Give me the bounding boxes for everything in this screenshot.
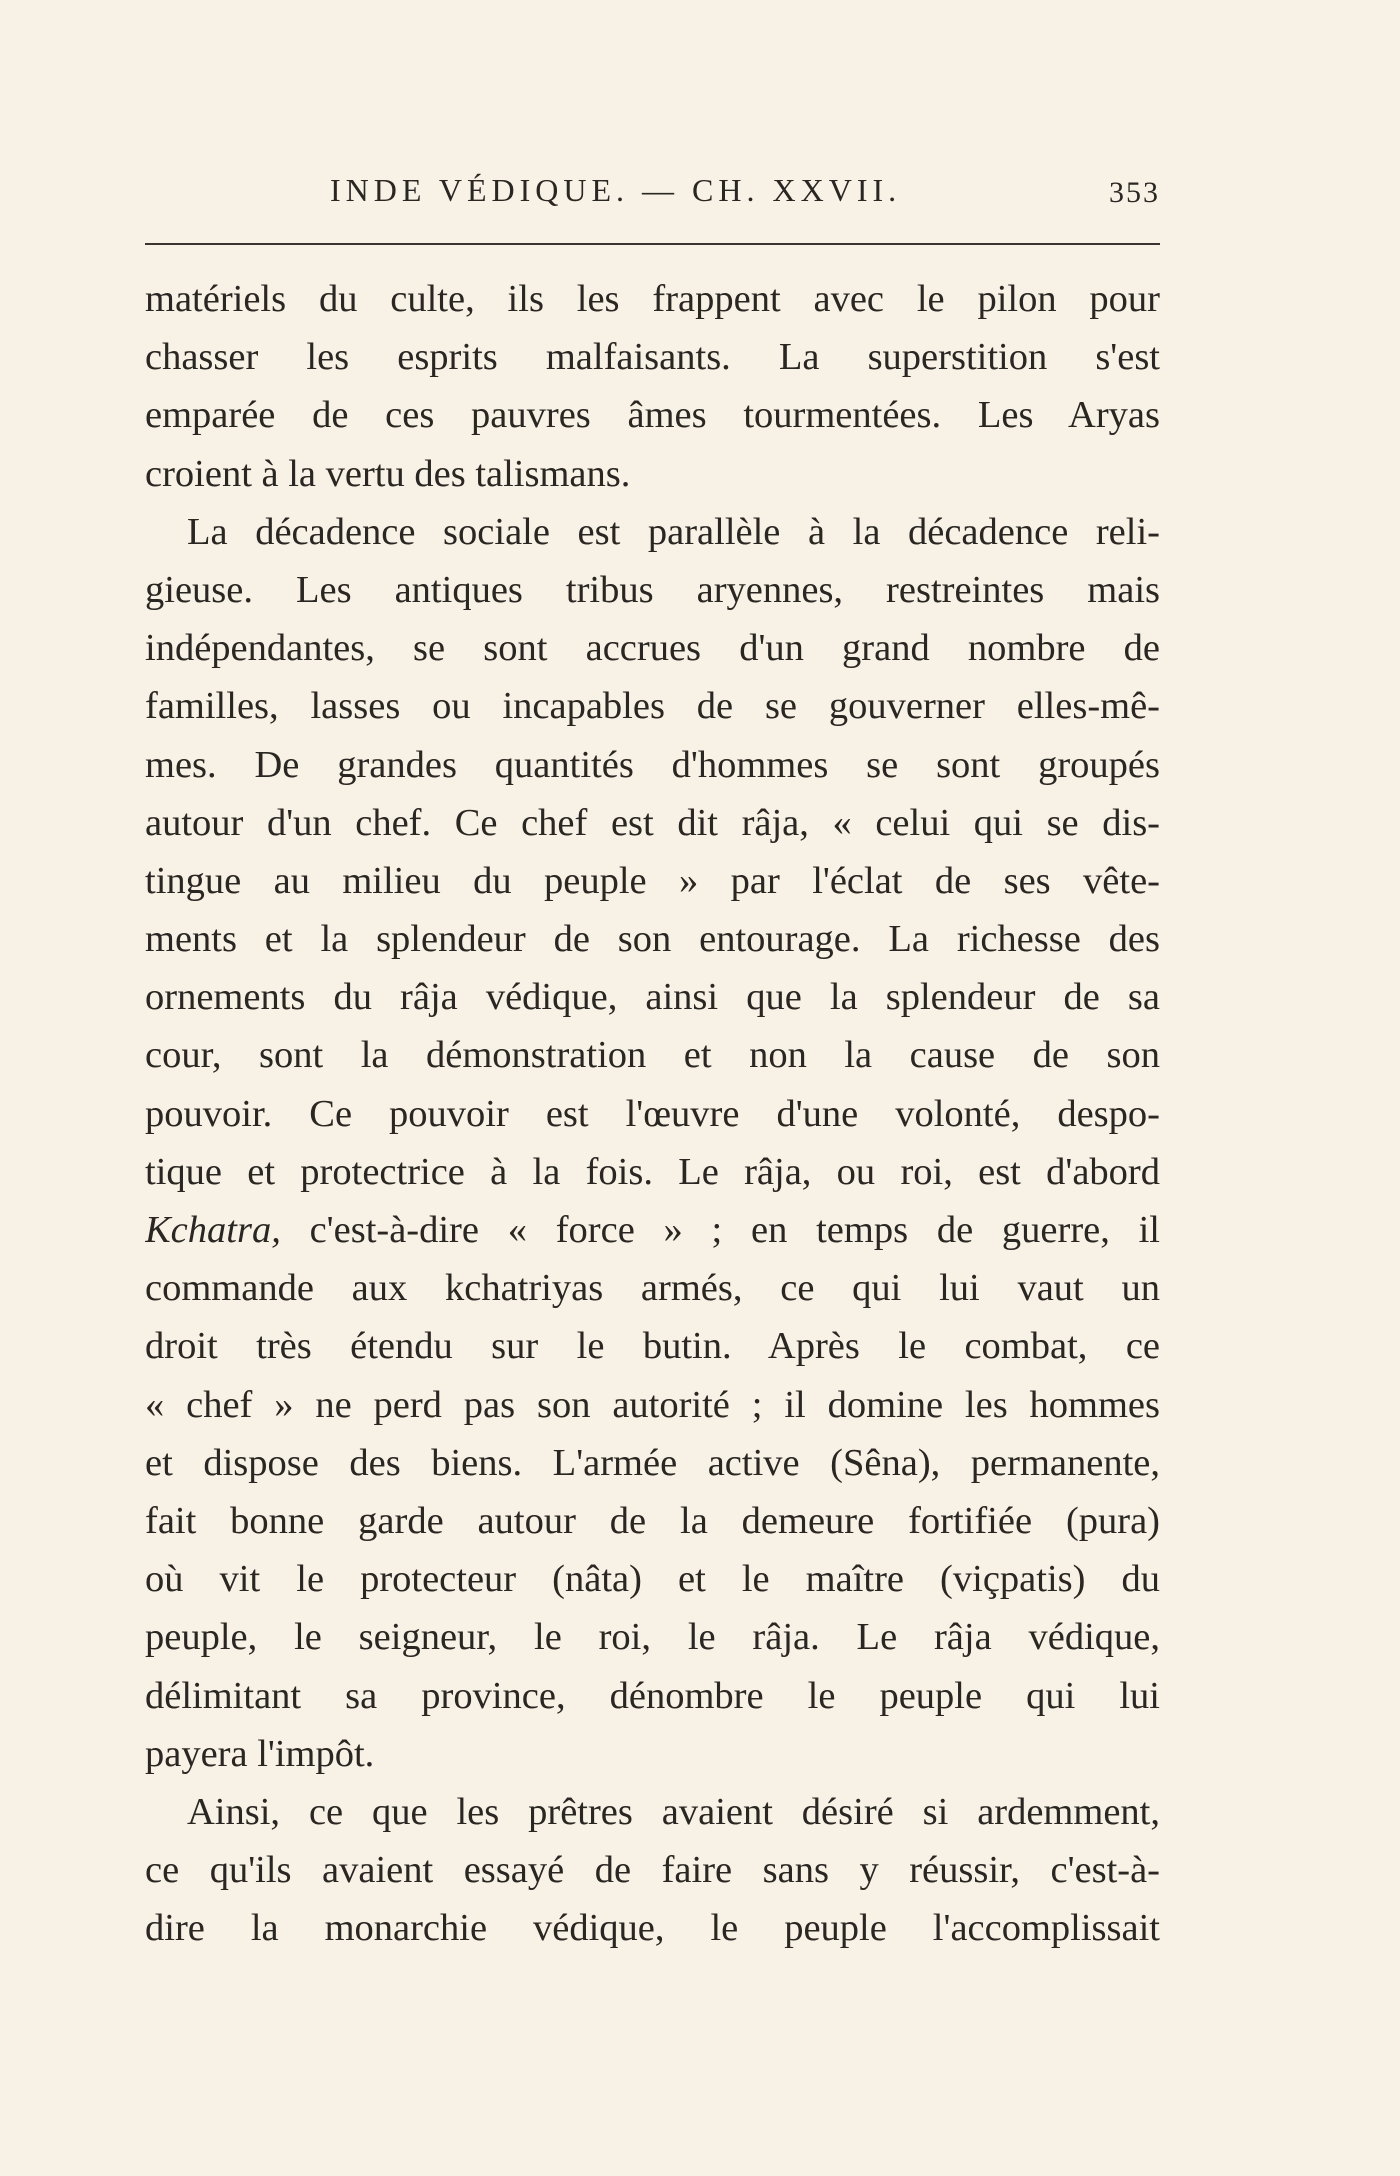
text-line: indépendantes, se sont accrues d'un grand nombre de bbox=[145, 627, 1160, 670]
text-line: autour d'un chef. Ce chef est dit râja, « celui qui se dis- bbox=[145, 801, 1160, 844]
text-line: ce qu'ils avaient essayé de faire sans y réussir, c'est-à- bbox=[145, 1849, 1160, 1892]
text-line: mes. De grandes quantités d'hommes se sont groupés bbox=[145, 743, 1160, 786]
text-line: dire la monarchie védique, le peuple l'accomplissait bbox=[145, 1907, 1160, 1950]
running-head: INDE VÉDIQUE. — CH. XXVII. bbox=[330, 172, 902, 208]
text-line: Ainsi, ce que les prêtres avaient désiré si ardemment, bbox=[187, 1790, 1160, 1833]
text-line: ments et la splendeur de son entourage. La richesse des bbox=[145, 918, 1160, 961]
text-line-with-italic bbox=[145, 1201, 1160, 1259]
header-rule bbox=[145, 243, 1160, 245]
text-line: commande aux kchatriyas armés, ce qui lui vaut un bbox=[145, 1267, 1160, 1310]
text-line: où vit le protecteur (nâta) et le maître (viçpatis) du bbox=[145, 1558, 1160, 1601]
text-line: gieuse. Les antiques tribus aryennes, restreintes mais bbox=[145, 568, 1160, 611]
italic-term: Kchatra, bbox=[145, 1209, 281, 1251]
text-line: La décadence sociale est parallèle à la décadence reli- bbox=[187, 510, 1160, 553]
text-line: peuple, le seigneur, le roi, le râja. Le râja védique, bbox=[145, 1616, 1160, 1659]
text-line: pouvoir. Ce pouvoir est l'œuvre d'une volonté, despo- bbox=[145, 1092, 1160, 1135]
text-line-rest: c'est-à-dire « force » ; en temps de guerre, il bbox=[309, 1209, 1160, 1251]
text-line: familles, lasses ou incapables de se gouverner elles-mê- bbox=[145, 685, 1160, 728]
text-line: matériels du culte, ils les frappent avec le pilon pour bbox=[145, 278, 1160, 320]
text-line: emparée de ces pauvres âmes tourmentées. Les Aryas bbox=[145, 394, 1160, 437]
page-number: 353 bbox=[1109, 176, 1160, 209]
text-line: « chef » ne perd pas son autorité ; il domine les hommes bbox=[145, 1383, 1160, 1426]
text-line: délimitant sa province, dénombre le peuple qui lui bbox=[145, 1674, 1160, 1717]
text-line: tingue au milieu du peuple » par l'éclat de ses vête- bbox=[145, 859, 1160, 902]
text-line: fait bonne garde autour de la demeure fortifiée (pura) bbox=[145, 1499, 1160, 1542]
text-line: et dispose des biens. L'armée active (Sêna), permanente, bbox=[145, 1441, 1160, 1484]
text-line: cour, sont la démonstration et non la cause de son bbox=[145, 1034, 1160, 1077]
text-line: payera l'impôt. bbox=[145, 1732, 375, 1775]
text-line: croient à la vertu des talismans. bbox=[145, 452, 631, 495]
text-line: ornements du râja védique, ainsi que la splendeur de sa bbox=[145, 976, 1160, 1019]
text-line: droit très étendu sur le butin. Après le combat, ce bbox=[145, 1325, 1160, 1368]
page-header bbox=[145, 160, 1160, 220]
text-line: chasser les esprits malfaisants. La superstition s'est bbox=[145, 336, 1160, 379]
text-line: tique et protectrice à la fois. Le râja, ou roi, est d'abord bbox=[145, 1150, 1160, 1193]
body-text bbox=[145, 270, 1160, 1957]
